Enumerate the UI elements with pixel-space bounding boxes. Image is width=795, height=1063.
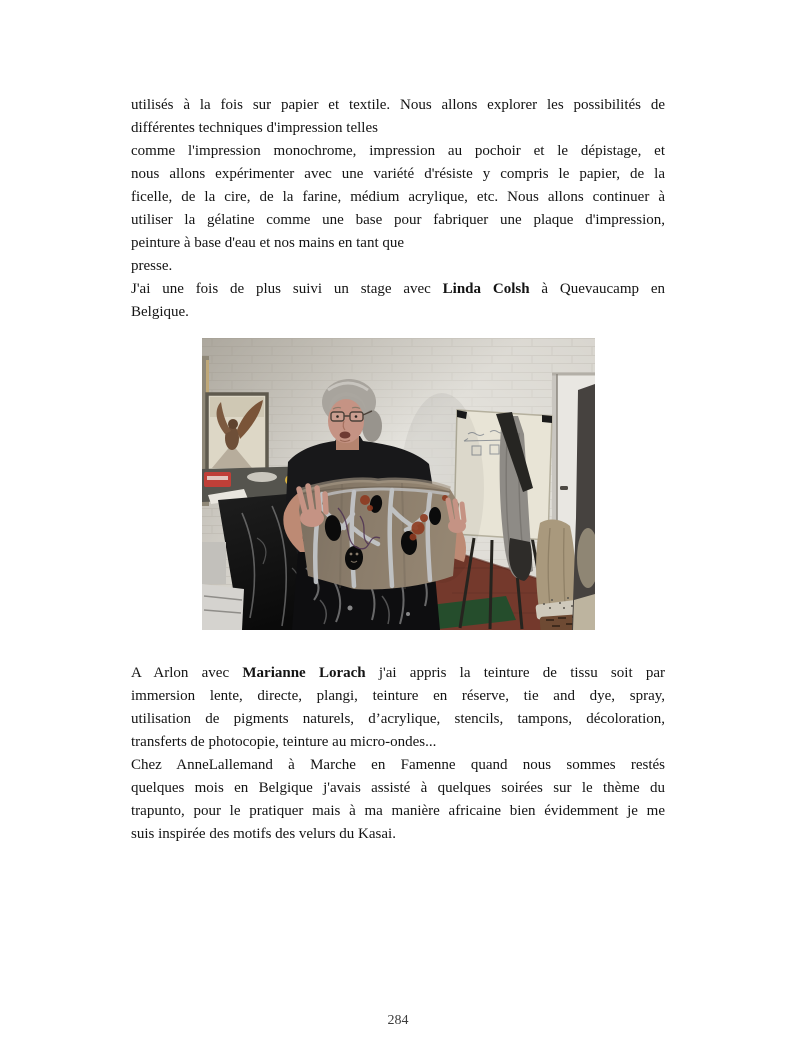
door-handle-icon (560, 486, 568, 490)
owl-picture (207, 394, 267, 474)
text-line: Chez AnneLallemand à Marche en Famenne quand nous sommes restés (131, 757, 665, 773)
text-line: Belgique. (131, 304, 189, 320)
paragraph-block-1 (131, 94, 665, 324)
text-line: utiliser la gélatine comme une base pour fabriquer une plaque d'impression, (131, 212, 665, 228)
paragraph-block-2 (131, 662, 665, 846)
text-line: nous allons expérimenter avec une variété d'résiste y compris le papier, de la (131, 166, 665, 182)
right-hand (448, 500, 466, 533)
text-line: presse. (131, 258, 173, 274)
text-line: trapunto, pour le pratiquer mais à ma manière africaine bien évidemment je me (131, 803, 665, 819)
text-line: suis inspirée des motifs des velurs du Kasai. (131, 826, 396, 842)
text-line: comme l'impression monochrome, impression au pochoir et le dépistage, et (131, 143, 665, 159)
text-line: peinture à base d'eau et nos mains en tant que (131, 235, 405, 251)
page-number: 284 (387, 1013, 409, 1028)
text-line: A Arlon avec Marianne Lorach j'ai appris la teinture de tissu soit par (131, 665, 665, 681)
text-line: immersion lente, directe, plangi, teinture en réserve, tie and dye, spray, (131, 688, 665, 704)
text-line: ficelle, de la cire, de la farine, médium acrylique, etc. Nous allons continuer à (131, 189, 665, 205)
text-line: J'ai une fois de plus suivi un stage avec Linda Colsh à Quevaucamp en (131, 281, 665, 297)
workshop-photo (202, 338, 595, 630)
text-line: utilisation de pigments naturels, d’acrylique, stencils, tampons, décoloration, (131, 711, 665, 727)
text-line: quelques mois en Belgique j'avais assisté à quelques soirées sur le thème du (131, 780, 665, 796)
workshop-photo-illustration (202, 338, 595, 630)
text-line: transferts de photocopie, teinture au micro-ondes... (131, 734, 437, 750)
text-line: différentes techniques d'impression telles (131, 120, 378, 136)
text-line: utilisés à la fois sur papier et textile. Nous allons explorer les possibilités de (131, 97, 665, 113)
